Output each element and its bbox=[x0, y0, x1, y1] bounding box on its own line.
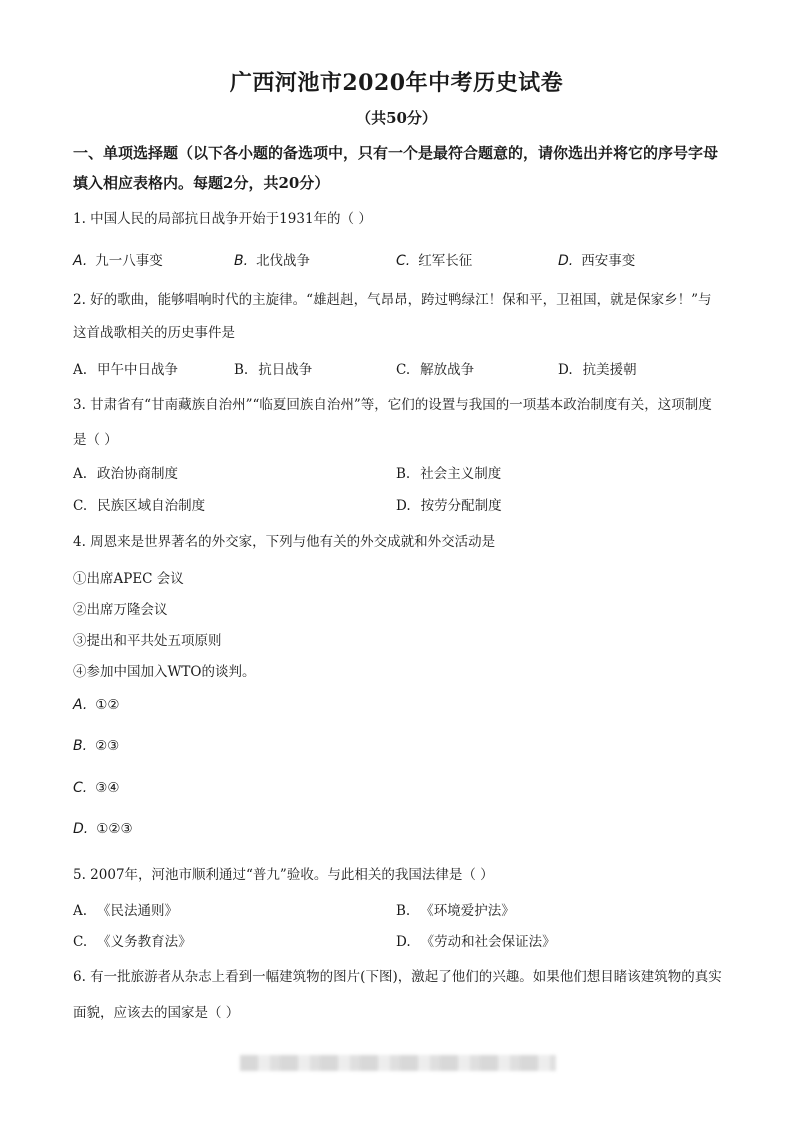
question-6-stem: 6. 有一批旅游者从杂志上看到一幅建筑物的图片(下图)，激起了他们的兴趣。如果他们想目睹该建筑物的真实面貌，应该去的国家是（ ） bbox=[73, 969, 722, 1021]
question-4-stem: 4. 周恩来是世界著名的外交家，下列与他有关的外交成就和外交活动是 bbox=[73, 534, 496, 550]
question-3-stem: 3. 甘肃省有“甘南藏族自治州”“临夏回族自治州”等，它们的设置与我国的一项基本政治制度有关，这项制度是（ ） bbox=[73, 397, 712, 448]
option-letter: C. bbox=[73, 934, 88, 950]
option-letter: C. bbox=[73, 780, 88, 796]
option-text: ③④ bbox=[95, 780, 120, 796]
q4-option-a bbox=[73, 697, 120, 713]
q2-option-a bbox=[73, 358, 178, 378]
option-letter: B. bbox=[234, 362, 249, 378]
option-text: ①②③ bbox=[96, 821, 133, 837]
q4-option-d bbox=[73, 821, 133, 837]
question-5-stem: 5. 2007年，河池市顺利通过“普九”验收。与此相关的我国法律是（ ） bbox=[73, 867, 494, 883]
option-letter: D. bbox=[396, 934, 411, 950]
option-text: 解放战争 bbox=[420, 362, 475, 378]
q4-item-1: ①出席APEC 会议 bbox=[73, 571, 184, 587]
option-text: 民族区域自治制度 bbox=[97, 498, 206, 514]
q3-option-b bbox=[396, 462, 501, 482]
option-text: 《义务教育法》 bbox=[97, 934, 192, 950]
option-letter: A. bbox=[73, 253, 88, 269]
q3-option-a bbox=[73, 462, 178, 482]
q5-option-c bbox=[73, 930, 192, 950]
option-letter: C. bbox=[396, 253, 411, 269]
question-2-stem: 2. 好的歌曲，能够唱响时代的主旋律。“雄赳赳，气昂昂，跨过鸭绿江！保和平，卫祖国，就是保家乡！”与这首战歌相关的历史事件是 bbox=[73, 292, 712, 341]
option-letter: A. bbox=[73, 697, 88, 713]
option-text: 红军长征 bbox=[418, 253, 473, 269]
q4-item-4: ④参加中国加入WTO的谈判。 bbox=[73, 664, 256, 680]
question-1-stem: 1. 中国人民的局部抗日战争开始于1931年的（ ） bbox=[73, 211, 372, 227]
q4-item-3: ③提出和平共处五项原则 bbox=[73, 633, 222, 649]
q5-option-d bbox=[396, 930, 556, 950]
q4-item-2: ②出席万隆会议 bbox=[73, 602, 168, 618]
option-text: 按劳分配制度 bbox=[420, 498, 502, 514]
q4-option-b bbox=[73, 738, 119, 754]
section-heading: 一、单项选择题（以下各小题的备选项中，只有一个是最符合题意的，请你选出并将它的序号字母填入相应表格内。每题2分，共20分） bbox=[73, 144, 719, 192]
q1-option-a bbox=[73, 249, 163, 269]
option-letter: C. bbox=[73, 498, 88, 514]
q1-option-b bbox=[234, 249, 310, 269]
option-letter: C. bbox=[396, 362, 411, 378]
q5-option-b bbox=[396, 899, 515, 919]
q2-option-b bbox=[234, 358, 312, 378]
option-letter: D. bbox=[558, 362, 573, 378]
option-letter: B. bbox=[396, 466, 411, 482]
option-letter: B. bbox=[396, 903, 411, 919]
option-letter: A. bbox=[73, 362, 88, 378]
option-letter: B. bbox=[234, 253, 249, 269]
q4-option-c bbox=[73, 780, 119, 796]
option-text: 抗日战争 bbox=[258, 362, 313, 378]
q1-option-c bbox=[396, 249, 472, 269]
option-text: 政治协商制度 bbox=[97, 466, 179, 482]
q1-option-d bbox=[558, 249, 635, 269]
option-text: 北伐战争 bbox=[256, 253, 311, 269]
option-text: 《民法通则》 bbox=[97, 903, 179, 919]
exam-title: 广西河池市2020年中考历史试卷 bbox=[229, 70, 564, 96]
option-text: ②③ bbox=[95, 738, 120, 754]
option-letter: B. bbox=[73, 738, 88, 754]
option-text: 社会主义制度 bbox=[420, 466, 502, 482]
option-text: 《环境爱护法》 bbox=[420, 903, 515, 919]
option-letter: A. bbox=[73, 903, 88, 919]
option-text: 甲午中日战争 bbox=[97, 362, 179, 378]
q2-option-d bbox=[558, 358, 637, 378]
option-text: 抗美援朝 bbox=[582, 362, 637, 378]
q3-option-c bbox=[73, 494, 205, 514]
option-text: ①② bbox=[95, 697, 120, 713]
option-letter: D. bbox=[73, 821, 89, 837]
option-letter: D. bbox=[558, 253, 574, 269]
option-letter: D. bbox=[396, 498, 411, 514]
q5-option-a bbox=[73, 899, 178, 919]
option-text: 西安事变 bbox=[581, 253, 636, 269]
exam-subtitle: （共50分） bbox=[356, 109, 437, 127]
option-text: 《劳动和社会保证法》 bbox=[420, 934, 556, 950]
q3-option-d bbox=[396, 494, 502, 514]
option-letter: A. bbox=[73, 466, 88, 482]
option-text: 九一八事变 bbox=[95, 253, 163, 269]
blurred-watermark bbox=[240, 1055, 556, 1071]
q2-option-c bbox=[396, 358, 474, 378]
